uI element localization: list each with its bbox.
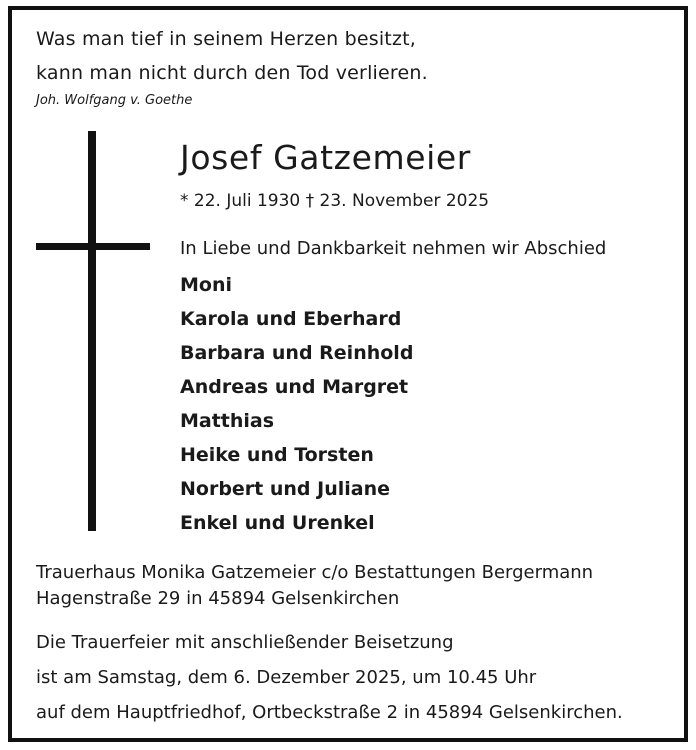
address-line-1: Trauerhaus Monika Gatzemeier c/o Bestattungen Bergermann (36, 562, 594, 583)
quote-author: Joh. Wolfgang v. Goethe (36, 93, 193, 108)
deceased-name: Josef Gatzemeier (180, 138, 471, 177)
cross-icon-bar (36, 243, 150, 250)
address-line-2: Hagenstraße 29 in 45894 Gelsenkirchen (36, 588, 400, 609)
farewell-intro: In Liebe und Dankbarkeit nehmen wir Abschied (180, 238, 607, 259)
family-member: Moni (180, 274, 232, 296)
family-member: Matthias (180, 410, 275, 432)
quote-line-2: kann man nicht durch den Tod verlieren. (36, 62, 428, 84)
family-member: Enkel und Urenkel (180, 512, 375, 534)
family-member: Heike und Torsten (180, 444, 374, 466)
quote-line-1: Was man tief in seinem Herzen besitzt, (36, 28, 417, 50)
family-member: Karola und Eberhard (180, 308, 402, 330)
family-member: Andreas und Margret (180, 376, 409, 398)
ceremony-line-2: ist am Samstag, dem 6. Dezember 2025, um 10.45 Uhr (36, 667, 537, 688)
ceremony-line-3: auf dem Hauptfriedhof, Ortbeckstraße 2 in 45894 Gelsenkirchen. (36, 702, 623, 723)
life-dates: * 22. Juli 1930 † 23. November 2025 (180, 191, 490, 211)
family-member: Barbara und Reinhold (180, 342, 414, 364)
ceremony-line-1: Die Trauerfeier mit anschließender Beisetzung (36, 632, 454, 653)
cross-icon (88, 131, 96, 531)
family-member: Norbert und Juliane (180, 478, 391, 500)
